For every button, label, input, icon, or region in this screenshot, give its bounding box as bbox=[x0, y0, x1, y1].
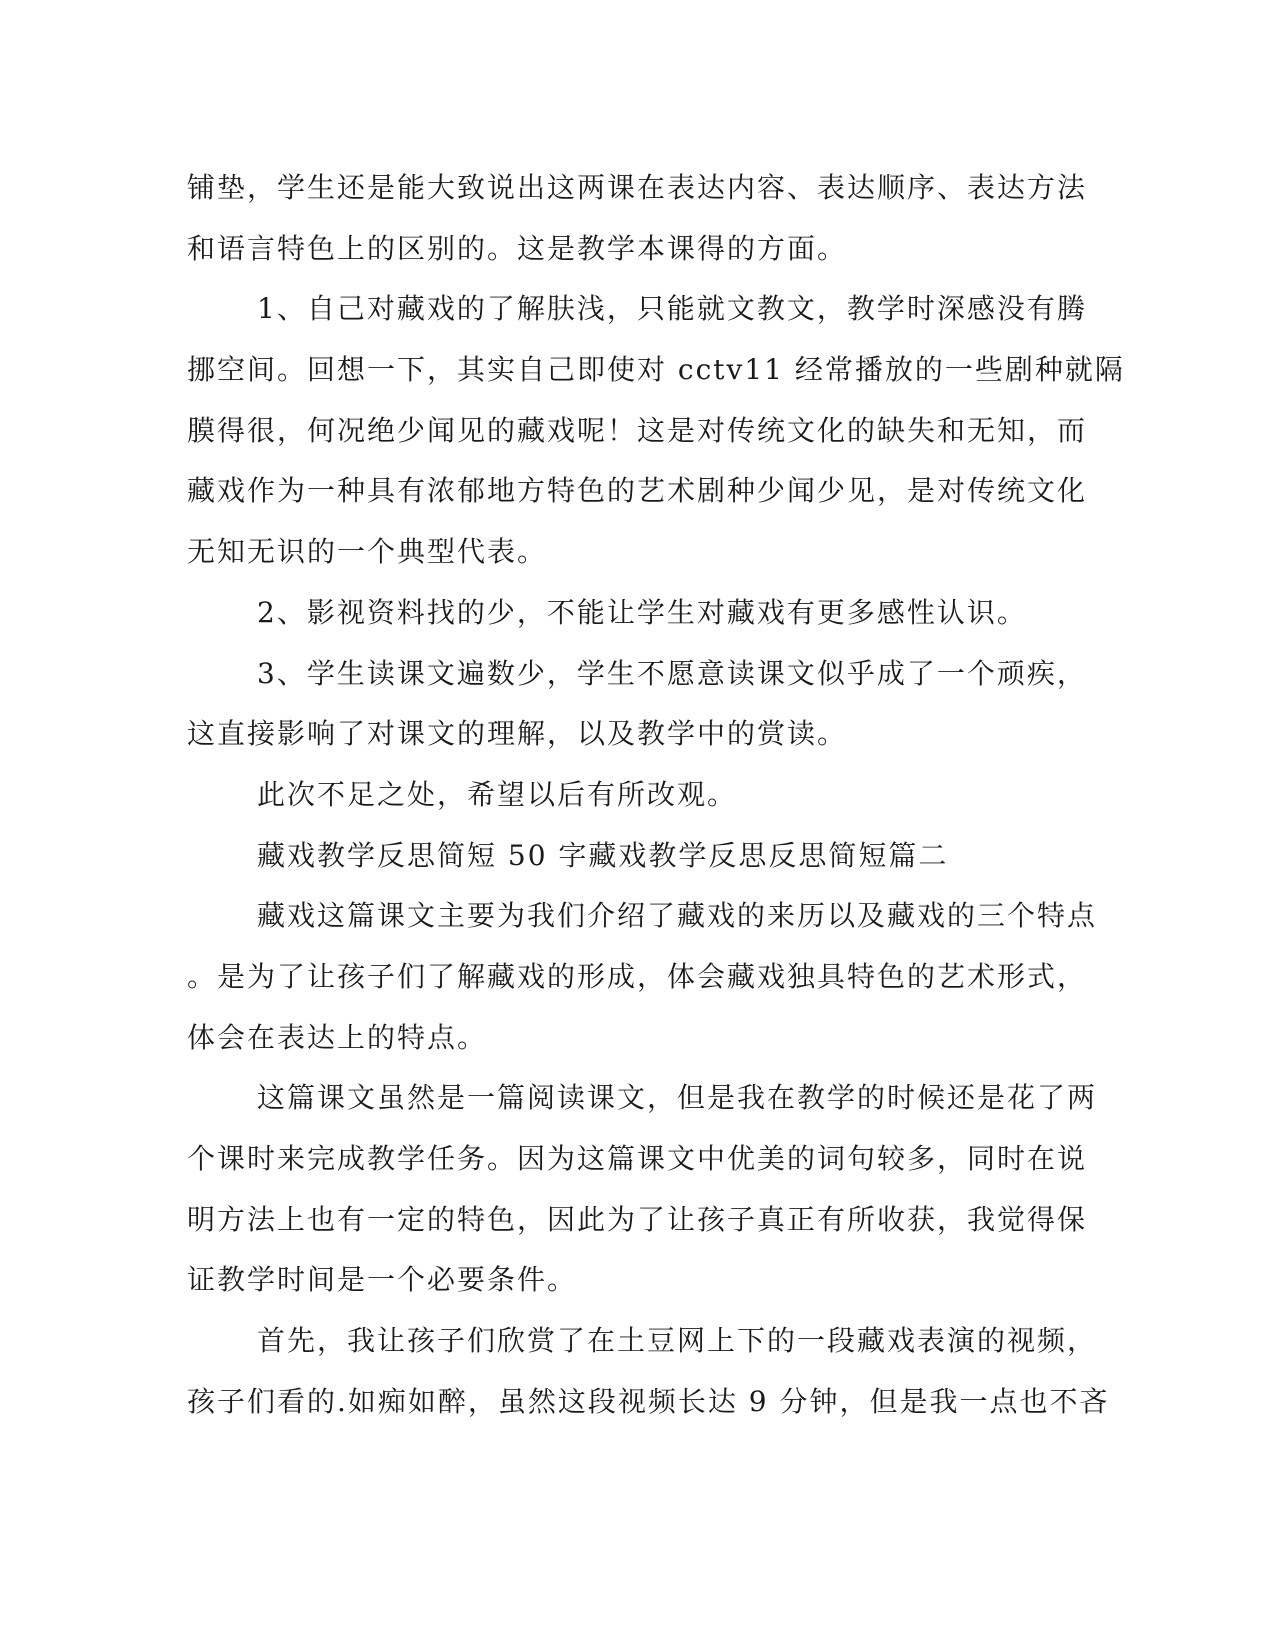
text-line: 藏戏这篇课文主要为我们介绍了藏戏的来历以及藏戏的三个特点 bbox=[257, 899, 1098, 933]
text-line: 孩子们看的.如痴如醉，虽然这段视频长达 9 分钟，但是我一点也不吝 bbox=[187, 1384, 1110, 1418]
text-line: 3、学生读课文遍数少，学生不愿意读课文似乎成了一个顽疾， bbox=[257, 656, 1087, 690]
text-line: 这直接影响了对课文的理解，以及教学中的赏读。 bbox=[187, 717, 848, 751]
text-line: 这篇课文虽然是一篇阅读课文，但是我在教学的时候还是花了两 bbox=[257, 1081, 1098, 1115]
text-line: 体会在表达上的特点。 bbox=[187, 1020, 488, 1054]
text-line: 膜得很，何况绝少闻见的藏戏呢！这是对传统文化的缺失和无知，而 bbox=[187, 413, 1088, 447]
text-line: 1、自己对藏戏的了解肤浅，只能就文教文，教学时深感没有腾 bbox=[257, 292, 1087, 326]
text-line: 挪空间。回想一下，其实自己即使对 cctv11 经常播放的一些剧种就隔 bbox=[187, 353, 1125, 387]
text-line: 首先，我让孩子们欣赏了在土豆网上下的一段藏戏表演的视频， bbox=[257, 1324, 1098, 1358]
text-line: 此次不足之处，希望以后有所改观。 bbox=[257, 777, 738, 811]
text-line: 和语言特色上的区别的。这是教学本课得的方面。 bbox=[187, 231, 848, 265]
text-line: 藏戏作为一种具有浓郁地方特色的艺术剧种少闻少见，是对传统文化 bbox=[187, 474, 1088, 508]
text-line: 证教学时间是一个必要条件。 bbox=[187, 1263, 578, 1297]
section-heading: 藏戏教学反思简短 50 字藏戏教学反思反思简短篇二 bbox=[257, 838, 949, 872]
document-body bbox=[187, 158, 1125, 1432]
text-line: 明方法上也有一定的特色，因此为了让孩子真正有所收获，我觉得保 bbox=[187, 1202, 1088, 1236]
text-line: 个课时来完成教学任务。因为这篇课文中优美的词句较多，同时在说 bbox=[187, 1142, 1088, 1175]
text-line: 铺垫，学生还是能大致说出这两课在表达内容、表达顺序、表达方法 bbox=[187, 171, 1088, 204]
text-line: 无知无识的一个典型代表。 bbox=[187, 535, 548, 569]
text-line: 。是为了让孩子们了解藏戏的形成，体会藏戏独具特色的艺术形式， bbox=[187, 959, 1088, 993]
text-line: 2、影视资料找的少，不能让学生对藏戏有更多感性认识。 bbox=[257, 595, 1027, 629]
